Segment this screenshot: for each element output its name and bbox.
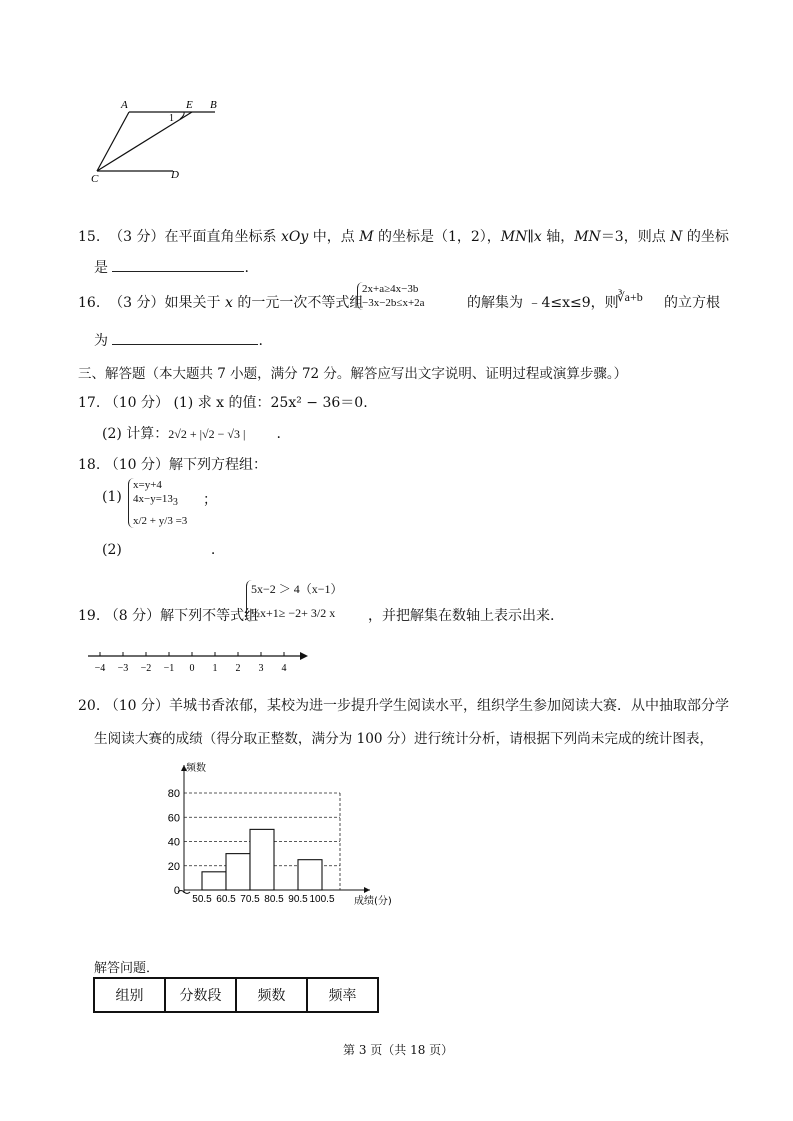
- q18-subscript: 3: [172, 497, 178, 509]
- q18-text: 解下列方程组：: [168, 457, 267, 473]
- q15-end: .: [244, 260, 249, 276]
- table-header-cell: 组别: [94, 978, 165, 1012]
- histogram-bar: [298, 860, 322, 890]
- number-line-label: 4: [281, 663, 287, 674]
- number-line-label: −1: [163, 663, 175, 674]
- y-tick-label: 60: [167, 812, 180, 825]
- q15-text: 是: [94, 260, 108, 276]
- q16-inequality: 2x+a≥4x−3b: [362, 283, 419, 295]
- x-tick-label: 80.5: [264, 894, 284, 905]
- q17-number: 17.: [78, 395, 101, 411]
- question-20: [78, 695, 729, 715]
- q15-text: 的坐标是（1，2），: [373, 229, 501, 245]
- question-16-line2: [94, 330, 263, 350]
- number-line: [88, 648, 310, 676]
- histogram-bar: [250, 829, 274, 890]
- q15-xoy: xOy: [280, 229, 309, 245]
- number-line-label: −2: [140, 663, 152, 674]
- number-line-label: 1: [212, 663, 218, 674]
- number-line-label: −4: [94, 663, 106, 674]
- table-header-cell: 频率: [307, 978, 378, 1012]
- q18-equation: x/2 + y/3 =3: [133, 515, 188, 528]
- q20-number: 20.: [78, 698, 101, 714]
- q20-answer-prompt: 解答问题．: [94, 961, 160, 976]
- geometry-figure: [85, 95, 235, 190]
- q16-text: 如果关于: [164, 295, 225, 311]
- table-header-cell: 分数段: [165, 978, 236, 1012]
- q15-x: x: [533, 229, 542, 245]
- y-tick-label: 40: [167, 836, 180, 849]
- q18-number: 18.: [78, 457, 101, 473]
- q15-point-n: N: [670, 229, 683, 245]
- q19-inequality-system: [246, 580, 343, 622]
- histogram-bar: [226, 854, 250, 890]
- y-tick-label: 20: [167, 860, 180, 873]
- q18-part1-label: (1): [102, 489, 122, 505]
- q17-score: （10 分）: [104, 395, 169, 411]
- question-20-line2: 生阅读大赛的成绩（得分取正整数，满分为 100 分）进行统计分析，请根据下列尚未完成的统计图表，: [94, 731, 714, 747]
- q15-text: 的坐标: [682, 229, 729, 245]
- label-C: C: [91, 173, 99, 185]
- q15-text: ∥: [527, 229, 534, 245]
- table-header-cell: 频数: [236, 978, 307, 1012]
- q15-text: 在平面直角坐标系: [164, 229, 281, 245]
- q16-text: 的立方根: [664, 295, 720, 311]
- x-tick-label: 60.5: [216, 894, 236, 905]
- q18-semicolon: ；: [203, 492, 217, 508]
- q15-mn: MN: [500, 229, 528, 245]
- q16-cube-root: ∛a+b: [617, 290, 643, 304]
- q19-number: 19.: [78, 608, 101, 624]
- label-E: E: [186, 99, 193, 111]
- q15-number: 15.: [78, 229, 101, 245]
- q19-inequality: 5x−2 ＞ 4（x−1）: [251, 582, 343, 596]
- histogram-bar: [202, 872, 226, 890]
- q16-tail2: [664, 292, 720, 312]
- frequency-table: [93, 977, 379, 1013]
- q15-text: 中，点: [308, 229, 360, 245]
- q16-answer-blank[interactable]: [112, 330, 258, 345]
- question-15-line2: [94, 257, 249, 277]
- x-tick-label: 70.5: [240, 894, 260, 905]
- question-16: [78, 292, 363, 312]
- x-tick-label: 50.5: [192, 894, 212, 905]
- histogram-chart: [160, 755, 400, 915]
- q16-text: 的一元一次不等式组: [232, 295, 364, 311]
- q15-text: 轴，: [541, 229, 575, 245]
- q16-text: 为: [94, 333, 108, 349]
- q18-system-1: [128, 478, 187, 528]
- q16-inequality: −3x−2b≤x+2a: [362, 297, 425, 309]
- x-tick-label: 90.5: [288, 894, 308, 905]
- section-3-heading: 三、解答题（本大题共 7 小题，满分 72 分。解答应写出文字说明、证明过程或演算步骤。）: [78, 366, 628, 382]
- q19-inequality: ½x+1≥ −2+ 3/2 x: [251, 606, 336, 620]
- q17-expression: 2√2 + |√2 − √3 |: [168, 427, 246, 441]
- q16-x: x: [224, 295, 233, 311]
- x-axis-arrow: [364, 887, 370, 893]
- number-line-label: 3: [258, 663, 264, 674]
- q19-text: 解下列不等式组: [160, 608, 259, 624]
- question-17-part2: [102, 423, 281, 443]
- q19-tail: ，并把解集在数轴上表示出来.: [368, 608, 555, 624]
- q18-score: （10 分）: [104, 457, 169, 473]
- x-tick-label: 100.5: [309, 894, 335, 905]
- q15-point-m: M: [359, 229, 374, 245]
- label-D: D: [171, 169, 179, 181]
- q20-score: （10 分）: [104, 698, 169, 714]
- q18-equation: x=y+4: [133, 479, 162, 491]
- question-15: [78, 226, 729, 246]
- q17-part2-label: (2) 计算：: [102, 426, 169, 442]
- number-line-label: 0: [189, 663, 195, 674]
- q15-text: ＝3，则点: [600, 229, 671, 245]
- label-B: B: [210, 99, 217, 111]
- q16-score: （3 分）: [109, 295, 165, 311]
- table-header-row: [94, 978, 378, 1012]
- q18-part2: [102, 542, 215, 558]
- y-tick-label: 80: [167, 788, 180, 800]
- q15-mn: MN: [574, 229, 601, 245]
- q18-end: .: [210, 542, 216, 558]
- q17-part1: (1) 求 x 的值：25x² − 36＝0.: [173, 395, 368, 411]
- question-18: [78, 454, 267, 474]
- q20-text: 羊城书香浓郁，某校为进一步提升学生阅读水平，组织学生参加阅读大赛．从中抽取部分学: [168, 698, 729, 714]
- number-line-label: −3: [117, 663, 129, 674]
- q19-score: （8 分）: [104, 608, 161, 624]
- y-axis-title: 频数: [186, 763, 206, 774]
- page-footer: 第 3 页（共 18 页）: [343, 1043, 454, 1057]
- label-A: A: [121, 99, 128, 111]
- q17-end: .: [276, 426, 281, 442]
- q15-score: （3 分）: [109, 229, 165, 245]
- q16-end: .: [258, 333, 263, 349]
- q18-equation: 4x−y=13: [133, 493, 173, 505]
- q16-text: 的解集为 ﹣4≤x≤9，则: [467, 295, 619, 311]
- q16-number: 16.: [78, 295, 101, 311]
- question-19: [78, 605, 258, 625]
- x-axis-title: 成绩(分): [354, 896, 392, 907]
- q16-tail: [467, 292, 619, 312]
- number-line-label: 2: [235, 663, 241, 674]
- q18-part2-label: (2): [102, 542, 122, 558]
- question-17: [78, 392, 368, 412]
- q15-answer-blank[interactable]: [112, 257, 244, 272]
- label-angle-1: 1: [169, 113, 174, 124]
- q16-inequality-system: [357, 282, 425, 310]
- y-tick-label: 0: [173, 885, 180, 897]
